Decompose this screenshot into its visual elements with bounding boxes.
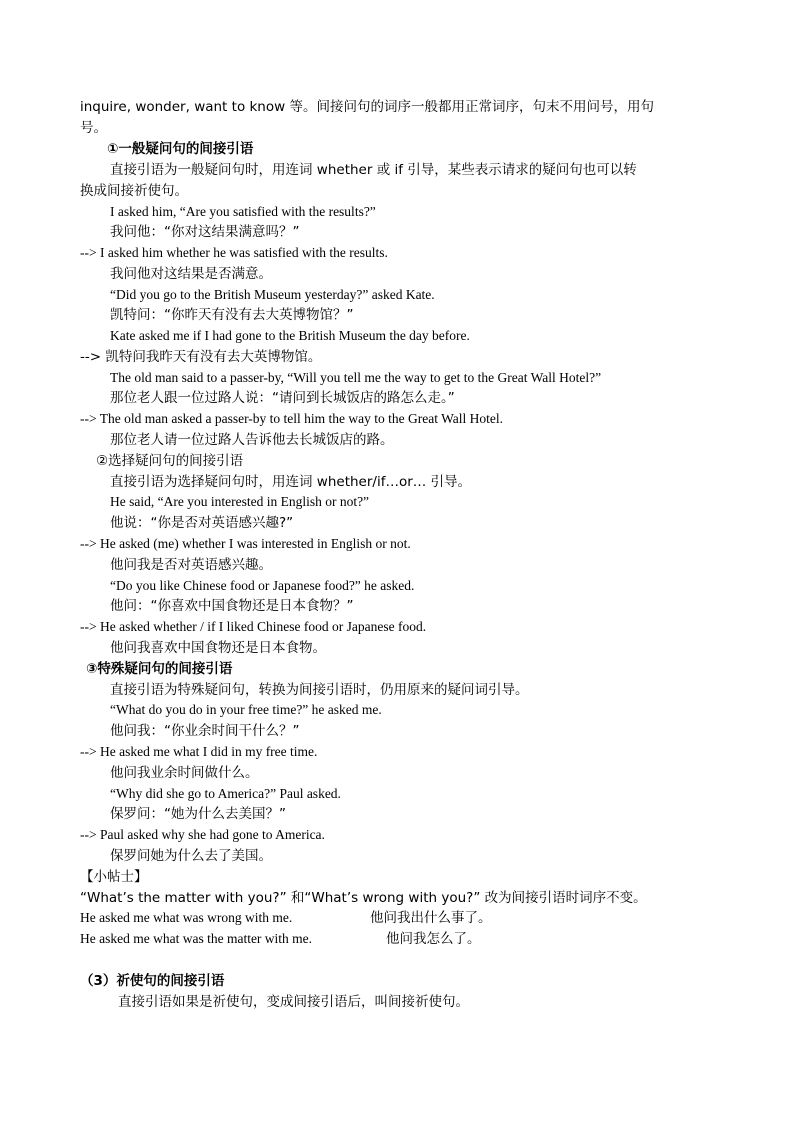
tip-example-chinese: 他问我出什么事了。 <box>370 910 492 926</box>
example-chinese: 保罗问：“她为什么去美国？” <box>110 806 286 822</box>
example-english: Kate asked me if I had gone to the British Museum the day before. <box>110 328 470 343</box>
example-english: “Do you like Chinese food or Japanese food?” he asked. <box>110 578 415 593</box>
tip-example-english: He asked me what was the matter with me. <box>80 931 313 946</box>
example-chinese: 那位老人跟一位过路人说：“请问到长城饭店的路怎么走。” <box>110 390 455 406</box>
example-conversion: --> Paul asked why she had gone to America. <box>80 827 325 842</box>
paragraph-line: 直接引语为选择疑问句时，用连词 whether/if…or… 引导。 <box>110 474 472 490</box>
tip-example-chinese: 他问我怎么了。 <box>386 931 481 947</box>
example-chinese: 他问我：“你业余时间干什么？” <box>110 723 300 739</box>
example-chinese: 他说：“你是否对英语感兴趣?” <box>110 515 294 531</box>
example-english: “Did you go to the British Museum yesterday?” asked Kate. <box>110 287 435 302</box>
example-english: The old man said to a passer-by, “Will you tell me the way to get to the Great Wall Hotel?” <box>110 370 602 385</box>
tip-example-english: He asked me what was wrong with me. <box>80 910 293 925</box>
example-chinese: 他问：“你喜欢中国食物还是日本食物？” <box>110 598 354 614</box>
section-heading: ①一般疑问句的间接引语 <box>107 141 254 157</box>
example-chinese: 我问他对这结果是否满意。 <box>110 266 272 282</box>
paragraph-line: inquire, wonder, want to know 等。间接问句的词序一般都用正常词序，句末不用问号，用句 <box>80 99 654 115</box>
example-english: He said, “Are you interested in English or not?” <box>110 494 370 509</box>
tip-text: “What’s the matter with you?” 和“What’s wrong with you?” 改为间接引语时词序不变。 <box>80 890 647 906</box>
example-conversion: --> He asked whether / if I liked Chinese food or Japanese food. <box>80 619 427 634</box>
example-english: “Why did she go to America?” Paul asked. <box>110 786 341 801</box>
example-english: “What do you do in your free time?” he asked me. <box>110 702 382 717</box>
paragraph-line: 直接引语如果是祈使句，变成间接引语后，叫间接祈使句。 <box>118 994 469 1010</box>
section-heading: （3）祈使句的间接引语 <box>80 973 225 989</box>
paragraph-line: 号。 <box>80 120 107 136</box>
paragraph-line: 直接引语为一般疑问句时，用连词 whether 或 if 引导，某些表示请求的疑问句也可以转 <box>110 162 637 178</box>
example-english: I asked him, “Are you satisfied with the results?” <box>110 204 376 219</box>
example-conversion: --> He asked me what I did in my free time. <box>80 744 318 759</box>
section-heading: ③特殊疑问句的间接引语 <box>86 661 233 677</box>
tip-heading: 【小帖士】 <box>80 869 148 885</box>
section-heading: ②选择疑问句的间接引语 <box>96 453 244 469</box>
example-chinese: 我问他：“你对这结果满意吗？” <box>110 224 300 240</box>
paragraph-line: 直接引语为特殊疑问句，转换为间接引语时，仍用原来的疑问词引导。 <box>110 682 529 698</box>
example-conversion: --> The old man asked a passer-by to tell him the way to the Great Wall Hotel. <box>80 411 504 426</box>
example-chinese: 他问我是否对英语感兴趣。 <box>110 557 272 573</box>
example-chinese: 他问我业余时间做什么。 <box>110 765 259 781</box>
example-chinese: 保罗问她为什么去了美国。 <box>110 848 272 864</box>
paragraph-line: 换成间接祈使句。 <box>80 183 188 199</box>
example-chinese: 那位老人请一位过路人告诉他去长城饭店的路。 <box>110 432 394 448</box>
example-conversion: --> I asked him whether he was satisfied with the results. <box>80 245 388 260</box>
example-chinese: 凯特问：“你昨天有没有去大英博物馆？” <box>110 307 354 323</box>
example-conversion: --> 凯特问我昨天有没有去大英博物馆。 <box>80 349 322 365</box>
example-chinese: 他问我喜欢中国食物还是日本食物。 <box>110 640 326 656</box>
example-conversion: --> He asked (me) whether I was interested in English or not. <box>80 536 411 551</box>
